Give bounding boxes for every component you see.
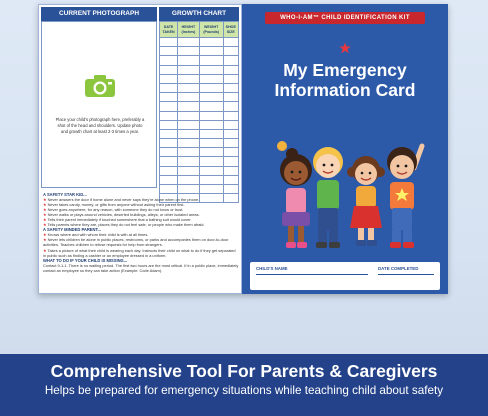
growth-cell[interactable] — [160, 93, 178, 102]
growth-cell[interactable] — [199, 148, 223, 157]
growth-row — [160, 83, 239, 92]
growth-cell[interactable] — [160, 102, 178, 111]
star-bullet-icon: ★ — [43, 197, 48, 203]
photo-header: CURRENT PHOTOGRAPH — [41, 7, 157, 21]
growth-cell[interactable] — [178, 102, 200, 111]
growth-cell[interactable] — [178, 83, 200, 92]
growth-cell[interactable] — [223, 120, 238, 129]
card-title — [242, 60, 448, 100]
kids-illustration — [262, 132, 432, 254]
growth-cell[interactable] — [223, 111, 238, 120]
growth-cell[interactable] — [223, 65, 238, 74]
card-front-panel — [242, 4, 448, 294]
growth-row — [160, 139, 239, 148]
growth-row — [160, 157, 239, 166]
growth-row — [160, 175, 239, 184]
tip-item — [43, 237, 239, 247]
tip-text: Tells parents where they are, places they do not feel safe, or people who make them afraid. — [47, 222, 205, 228]
star-bullet-icon: ★ — [43, 247, 48, 253]
growth-cell[interactable] — [223, 38, 238, 47]
growth-cell[interactable] — [178, 139, 200, 148]
growth-cell[interactable] — [160, 65, 178, 74]
growth-cell[interactable] — [223, 83, 238, 92]
star-bullet-icon: ★ — [43, 222, 48, 228]
growth-cell[interactable] — [160, 74, 178, 83]
banner-headline: Comprehensive Tool For Parents & Caregivers — [50, 361, 438, 381]
kid-boy-waving-icon — [387, 146, 422, 248]
kid-girl-left-icon — [277, 141, 312, 248]
childs-name-line — [256, 274, 368, 275]
growth-row — [160, 102, 239, 111]
growth-cell[interactable] — [199, 175, 223, 184]
growth-cell[interactable] — [160, 166, 178, 175]
photo-instructions: Place your child's photograph here, preferably a shot of the head and shoulders. Update photo and growth chart at least 2-3 times a year. — [55, 117, 145, 134]
tip-text: Never walks or plays around vehicles, deserted buildings, alleys, or other isolated areas. — [47, 212, 200, 218]
kid-girl-pigtails-icon — [347, 156, 385, 246]
card-back-panel — [38, 4, 242, 294]
growth-cell[interactable] — [199, 83, 223, 92]
growth-cell[interactable] — [178, 38, 200, 47]
growth-cell[interactable] — [223, 102, 238, 111]
growth-cell[interactable] — [160, 120, 178, 129]
date-completed-line — [378, 274, 434, 275]
growth-cell[interactable] — [199, 93, 223, 102]
growth-cell[interactable] — [178, 120, 200, 129]
growth-col-header: HEIGHT (Inches) — [178, 22, 200, 38]
growth-col-header: WEIGHT (Pounds) — [199, 22, 223, 38]
growth-row — [160, 38, 239, 47]
growth-chart-table — [159, 21, 239, 203]
safety-tips — [43, 192, 239, 273]
growth-cell[interactable] — [178, 157, 200, 166]
star-icon — [339, 42, 351, 54]
growth-cell[interactable] — [178, 56, 200, 65]
growth-cell[interactable] — [223, 93, 238, 102]
tip-text: Never goes anywhere, for any reason, with someone they do not know or trust. — [47, 207, 184, 213]
growth-cell[interactable] — [160, 38, 178, 47]
growth-row — [160, 47, 239, 56]
growth-cell[interactable] — [199, 120, 223, 129]
growth-cell[interactable] — [160, 56, 178, 65]
banner-subline: Helps be prepared for emergency situations while teaching child about safety — [44, 384, 444, 397]
growth-cell[interactable] — [178, 74, 200, 83]
growth-row — [160, 74, 239, 83]
growth-cell[interactable] — [223, 157, 238, 166]
tip-text: Takes a picture of what their child is wearing each day. Instructs their child on what to do if they get separated in public such as finding a cashier or an employee dressed in a uniform. — [43, 247, 236, 258]
growth-cell[interactable] — [223, 166, 238, 175]
tips-heading: WHAT TO DO IF YOUR CHILD IS MISSING... — [43, 257, 128, 263]
growth-cell[interactable] — [223, 74, 238, 83]
childs-name-label: CHILD'S NAME — [256, 266, 288, 271]
growth-cell[interactable] — [178, 65, 200, 74]
growth-cell[interactable] — [223, 47, 238, 56]
star-bullet-icon: ★ — [43, 237, 48, 243]
growth-cell[interactable] — [199, 56, 223, 65]
growth-row — [160, 111, 239, 120]
growth-col-header: DATE TAKEN — [160, 22, 178, 38]
growth-cell[interactable] — [199, 139, 223, 148]
growth-cell[interactable] — [160, 148, 178, 157]
star-bullet-icon: ★ — [43, 212, 48, 218]
growth-cell[interactable] — [160, 111, 178, 120]
growth-cell[interactable] — [223, 129, 238, 138]
growth-cell[interactable] — [199, 38, 223, 47]
growth-row — [160, 129, 239, 138]
growth-cell[interactable] — [178, 166, 200, 175]
growth-row — [160, 65, 239, 74]
photo-box — [41, 21, 157, 188]
tip-text: Never answers the door if home alone and never says they're alone when on the phone. — [47, 197, 200, 203]
growth-cell[interactable] — [223, 148, 238, 157]
tip-text: Never lets children be alone in public places, restrooms, or parks and accompanies them on door-to-door activities. Teaches children to refuse requests for help from strangers. — [43, 237, 229, 248]
growth-cell[interactable] — [199, 166, 223, 175]
growth-cell[interactable] — [178, 93, 200, 102]
id-card-spread — [38, 4, 448, 294]
growth-cell[interactable] — [199, 157, 223, 166]
star-bullet-icon: ★ — [43, 202, 48, 208]
growth-cell[interactable] — [223, 56, 238, 65]
growth-cell[interactable] — [160, 129, 178, 138]
growth-cell[interactable] — [160, 47, 178, 56]
tips-heading: A SAFETY MINDED PARENT... — [43, 227, 101, 233]
growth-cell[interactable] — [199, 129, 223, 138]
growth-cell[interactable] — [199, 47, 223, 56]
growth-cell[interactable] — [223, 175, 238, 184]
growth-cell[interactable] — [199, 102, 223, 111]
tip-text: Knows where and with whom their child is with at all times. — [47, 232, 149, 238]
tip-paragraph: Contact 9-1-1. There is no waiting period. The first two hours are the most critical. If in a public place, immediately contact an employee so they can take action (Example: Code Adam). — [43, 262, 239, 273]
growth-row — [160, 120, 239, 129]
card-title-line1: My Emergency — [283, 60, 407, 80]
growth-cell[interactable] — [199, 74, 223, 83]
growth-cell[interactable] — [160, 175, 178, 184]
growth-row — [160, 93, 239, 102]
star-bullet-icon: ★ — [43, 207, 48, 213]
card-title-line2: Information Card — [274, 80, 416, 100]
tip-item — [43, 248, 239, 258]
growth-row — [160, 166, 239, 175]
growth-row — [160, 56, 239, 65]
growth-col-header: SHOE SIZE — [223, 22, 238, 38]
child-info-form — [250, 262, 440, 290]
growth-cell[interactable] — [223, 139, 238, 148]
star-bullet-icon: ★ — [43, 232, 48, 238]
growth-cell[interactable] — [178, 111, 200, 120]
growth-cell[interactable] — [178, 129, 200, 138]
kid-boy-blond-icon — [313, 147, 343, 248]
growth-cell[interactable] — [199, 111, 223, 120]
growth-cell[interactable] — [160, 139, 178, 148]
star-bullet-icon: ★ — [43, 217, 48, 223]
growth-chart-header: GROWTH CHART — [159, 7, 239, 21]
kit-label: WHO-I-AM™ CHILD IDENTIFICATION KIT — [265, 12, 425, 24]
growth-cell[interactable] — [160, 83, 178, 92]
growth-cell[interactable] — [178, 148, 200, 157]
tip-text: Tells their parent immediately if touched somewhere that a bathing suit would cover. — [47, 217, 192, 223]
date-completed-label: DATE COMPLETED — [378, 266, 419, 271]
growth-cell[interactable] — [160, 157, 178, 166]
tips-heading: A SAFETY STAR KID... — [43, 192, 87, 197]
growth-row — [160, 148, 239, 157]
growth-cell[interactable] — [199, 65, 223, 74]
growth-cell[interactable] — [178, 47, 200, 56]
tip-text: Never takes candy, money, or gifts from anyone without asking their parent first. — [47, 202, 185, 208]
growth-cell[interactable] — [178, 175, 200, 184]
camera-icon — [84, 74, 116, 98]
